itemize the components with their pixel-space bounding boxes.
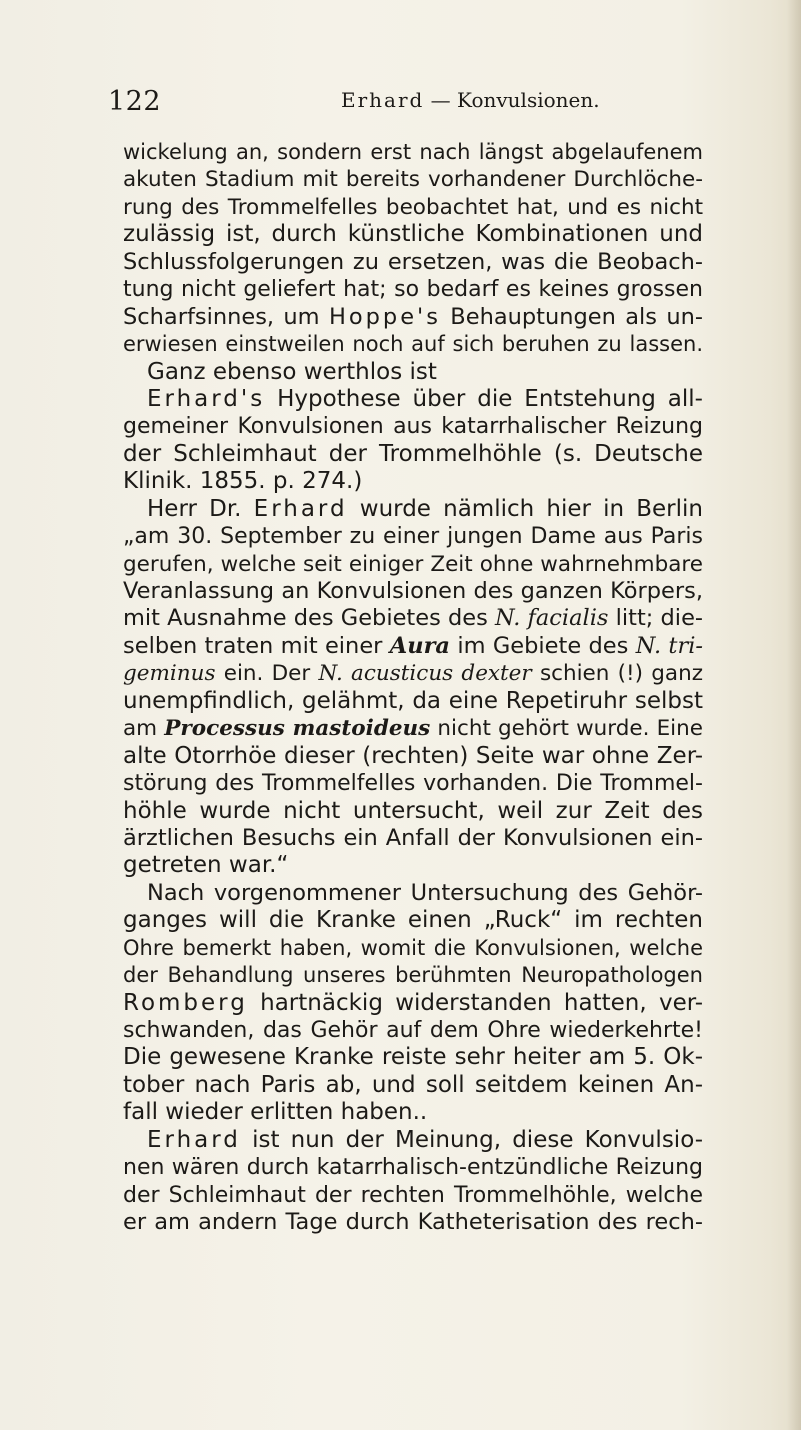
latin-term: geminus <box>123 661 216 687</box>
text-line: höhle wurde nicht untersucht, weil zur Zeit des <box>123 797 703 824</box>
text-run: ein. Der <box>223 661 311 687</box>
latin-term: Aura <box>389 632 451 659</box>
text-run: am <box>123 716 158 742</box>
text-line: Ohre bemerkt haben, womit die Konvulsionen, welche <box>123 935 703 960</box>
text-line: schwanden, das Gehör auf dem Ohre wiederkehrte! <box>123 1018 703 1043</box>
latin-term: Processus mastoideus <box>164 716 431 742</box>
text-run: schien (!) ganz <box>539 661 704 687</box>
text-run: Scharfsinnes, um <box>123 303 320 330</box>
text-line: Veranlassung an Konvulsionen des ganzen Körpers, <box>123 578 703 604</box>
running-head <box>341 88 600 112</box>
text-line: fall wieder erlitten haben.. <box>123 1099 428 1126</box>
text-line: ärztlichen Besuchs ein Anfall der Konvulsionen ein- <box>123 824 703 851</box>
text-line: zulässig ist, durch künstliche Kombinationen und <box>123 221 703 248</box>
text-line: der Behandlung unseres berühmten Neuropathologen <box>123 963 703 988</box>
text-line <box>123 605 703 632</box>
latin-term: N. facialis <box>495 605 609 632</box>
text-line: der Schleimhaut der rechten Trommelhöhle, welche <box>123 1182 703 1208</box>
body-text <box>123 139 703 1237</box>
text-line: unempfindlich, gelähmt, da eine Repetiruhr selbst <box>123 687 703 714</box>
text-line: alte Otorrhöe dieser (rechten) Seite war ohne Zer- <box>123 742 703 769</box>
text-line: gemeiner Konvulsionen aus katarrhalischer Reizung <box>123 414 703 440</box>
running-head-separator: — <box>424 88 458 112</box>
page-number: 122 <box>108 86 162 117</box>
text-run: Behauptungen als un- <box>450 303 703 330</box>
text-run: nicht gehört wurde. Eine <box>437 716 703 742</box>
person-name: Erhard <box>147 1126 241 1153</box>
text-line: rung des Trommelfelles beobachtet hat, und es nicht <box>123 194 703 220</box>
text-line: Schlussfolgerungen zu ersetzen, was die Beobach- <box>123 248 703 275</box>
page-edge-shadow <box>787 0 801 1430</box>
text-line: Nach vorgenommener Untersuchung des Gehör- <box>147 879 703 906</box>
person-name: Hoppe's <box>328 303 441 330</box>
text-line: wickelung an, sondern erst nach längst abgelaufenem <box>123 140 703 164</box>
text-line: Ganz ebenso werthlos ist <box>147 358 437 385</box>
person-name: Romberg <box>123 989 248 1016</box>
text-line <box>123 386 703 413</box>
text-line <box>123 1127 703 1154</box>
text-line: der Schleimhaut der Trommelhöhle (s. Deutsche <box>123 440 703 467</box>
text-line: gerufen, welche seit einiger Zeit ohne wahrnehmbare <box>123 551 703 577</box>
text-run: Hypothese über die Entstehung all- <box>277 385 703 412</box>
text-line: tung nicht geliefert hat; so bedarf es keines grossen <box>123 277 703 303</box>
text-line: getreten war.“ <box>123 852 289 879</box>
page-header <box>108 86 708 126</box>
text-line <box>123 633 703 660</box>
running-head-title: Konvulsionen. <box>457 88 600 112</box>
person-name: Erhard <box>253 495 348 522</box>
text-line: störung des Trommelfelles vorhanden. Die Trommel- <box>123 771 703 797</box>
text-run: litt; die- <box>615 605 704 632</box>
text-line <box>123 660 703 687</box>
text-line <box>123 990 703 1017</box>
person-name: Erhard's <box>147 385 266 412</box>
text-line <box>123 304 703 331</box>
text-line <box>123 496 703 523</box>
text-run: hartnäckig widerstanden hatten, ver- <box>260 989 704 1016</box>
latin-term: N. tri- <box>635 632 704 659</box>
text-run: wurde nämlich hier in Berlin <box>359 495 703 522</box>
text-line: akuten Stadium mit bereits vorhandener Durchlöche- <box>123 167 703 193</box>
text-line: Die gewesene Kranke reiste sehr heiter am 5. Ok- <box>123 1044 703 1071</box>
text-line <box>123 715 703 742</box>
text-line: „am 30. September zu einer jungen Dame aus Paris <box>123 524 703 550</box>
text-run: ist nun der Meinung, diese Konvulsio- <box>252 1126 703 1153</box>
text-line: Klinik. 1855. p. 274.) <box>123 468 363 495</box>
text-line: erwiesen einstweilen noch auf sich beruhen zu lassen. <box>123 332 703 357</box>
text-line: er am andern Tage durch Katheterisation des rech- <box>123 1209 703 1236</box>
latin-term: N. acusticus dexter <box>318 661 532 687</box>
text-run: Herr Dr. <box>147 495 242 522</box>
running-head-name: Erhard <box>341 88 425 112</box>
text-line: ganges will die Kranke einen „Ruck“ im rechten <box>123 907 703 934</box>
text-line: tober nach Paris ab, und soll seitdem keinen An- <box>123 1071 703 1098</box>
text-run: mit Ausnahme des Gebietes des <box>123 605 488 632</box>
text-line: nen wären durch katarrhalisch-entzündliche Reizung <box>123 1155 703 1181</box>
text-run: selben traten mit einer <box>123 632 383 659</box>
text-run: im Gebiete des <box>457 632 629 659</box>
